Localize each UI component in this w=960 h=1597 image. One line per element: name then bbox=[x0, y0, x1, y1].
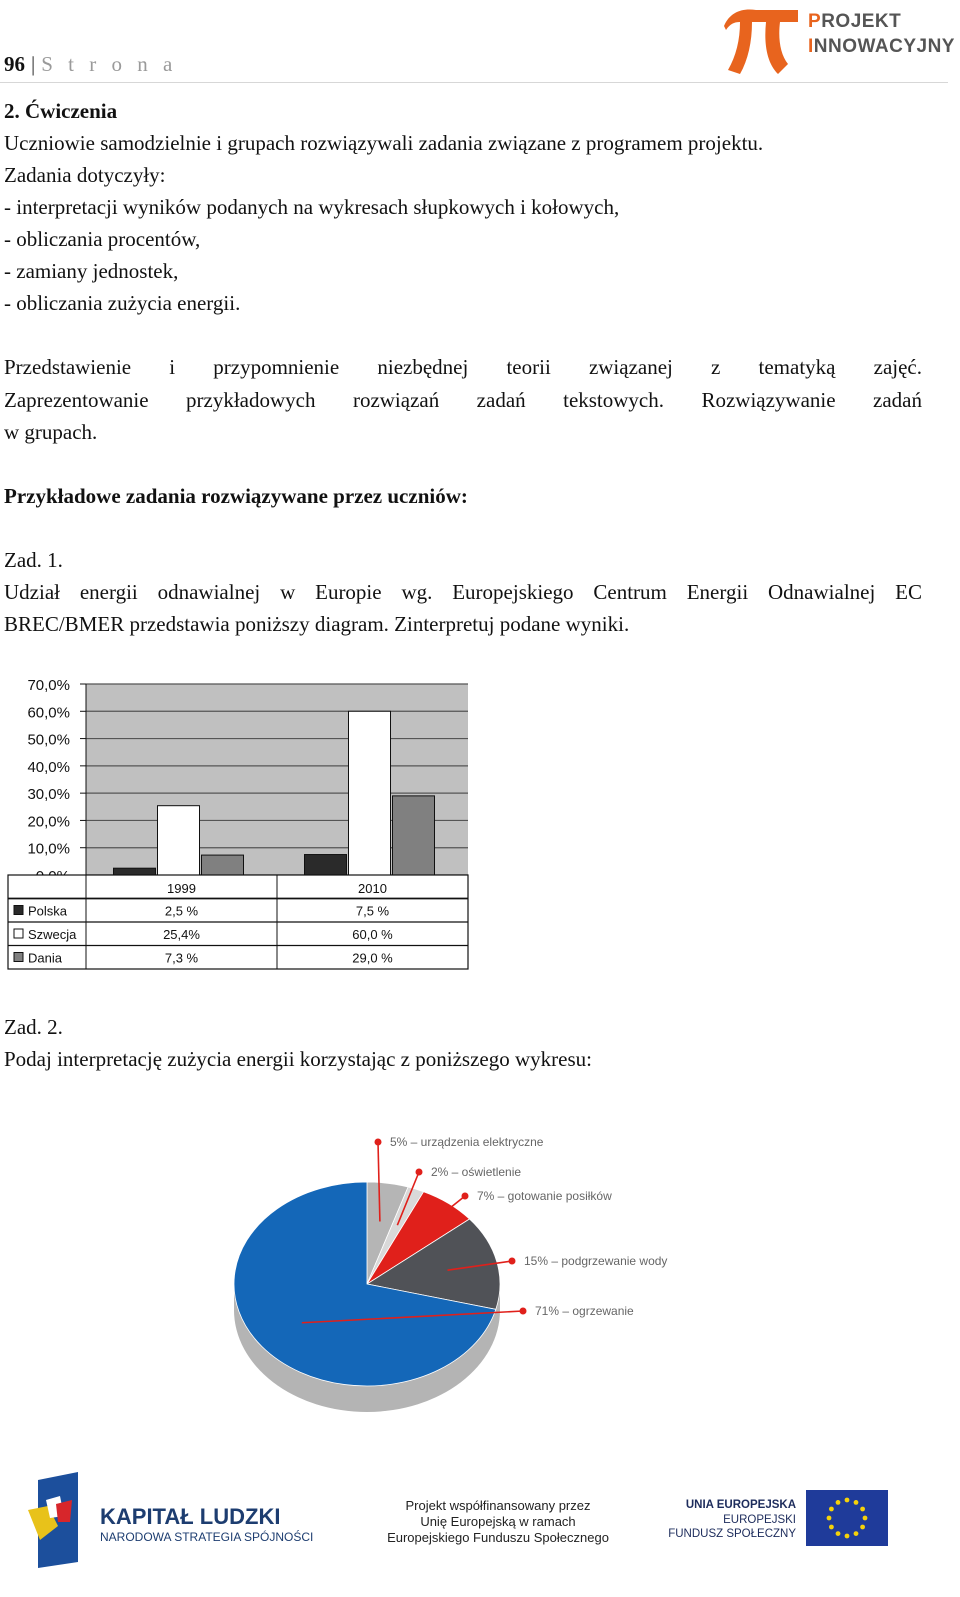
cofinanced-line: Projekt współfinansowany przez bbox=[405, 1498, 591, 1513]
kapital-ludzki-logo bbox=[28, 1472, 313, 1568]
list-item: - obliczania procentów, bbox=[4, 227, 201, 251]
y-tick-label: 20,0% bbox=[27, 813, 70, 831]
task1-text-line: BREC/BMER przedstawia poniższy diagram. Zinterpretuj podane wyniki. bbox=[4, 612, 630, 636]
task2-label: Zad. 2. bbox=[4, 1015, 63, 1039]
logo-wordmark bbox=[808, 9, 955, 59]
kl-subtitle: NARODOWA STRATEGIA SPÓJNOŚCI bbox=[100, 1530, 314, 1544]
legend-swatch bbox=[14, 929, 23, 938]
logo-word-projekt: ROJEKT bbox=[821, 11, 902, 32]
paragraph-line: w grupach. bbox=[4, 420, 98, 444]
slice-label: 15% – podgrzewanie wody bbox=[524, 1254, 668, 1268]
cofinanced-line: Europejskiego Funduszu Społecznego bbox=[387, 1530, 609, 1545]
kl-title: KAPITAŁ LUDZKI bbox=[100, 1504, 281, 1529]
eu-star-icon bbox=[829, 1525, 834, 1530]
header-divider bbox=[0, 82, 948, 83]
bar-dania-2010 bbox=[393, 796, 435, 875]
logo-letter-i: I bbox=[808, 36, 814, 57]
bar-chart bbox=[0, 672, 480, 978]
bar-dania-1999 bbox=[202, 855, 244, 875]
eu-star-icon bbox=[845, 1534, 850, 1539]
y-tick-label: 50,0% bbox=[27, 731, 70, 749]
pi-logo-icon bbox=[720, 4, 800, 76]
y-tick-label: 60,0% bbox=[27, 704, 70, 722]
section-title: 2. Ćwiczenia bbox=[4, 99, 118, 123]
slice-label: 7% – gotowanie posiłków bbox=[477, 1189, 612, 1203]
eu-star-icon bbox=[854, 1531, 859, 1536]
examples-heading: Przykładowe zadania rozwiązywane przez uczniów: bbox=[4, 484, 468, 508]
eu-star-icon bbox=[836, 1531, 841, 1536]
footer-logos bbox=[0, 1470, 960, 1580]
data-label: 7,5 % bbox=[355, 903, 390, 919]
data-label: 60,0 % bbox=[352, 927, 393, 942]
page-number-value: 96 bbox=[4, 52, 25, 76]
callout-dot bbox=[416, 1169, 423, 1176]
cofinanced-line: Unię Europejską w ramach bbox=[420, 1514, 576, 1529]
list-item: - obliczania zużycia energii. bbox=[4, 291, 241, 315]
list-item: - zamiany jednostek, bbox=[4, 259, 179, 283]
page-number-separator: | bbox=[31, 52, 36, 76]
task2-text: Podaj interpretację zużycia energii korzystając z poniższego wykresu: bbox=[4, 1047, 592, 1071]
y-tick-label: 10,0% bbox=[27, 840, 70, 858]
list-title: Zadania dotyczyły: bbox=[4, 163, 166, 187]
legend-label: Szwecja bbox=[28, 927, 77, 942]
list-item: - interpretacji wyników podanych na wykresach słupkowych i kołowych, bbox=[4, 195, 620, 219]
data-label: 29,0 % bbox=[352, 950, 393, 966]
paragraph-line: Przedstawienie i przypomnienie niezbędnej teorii związanej z tematyką zajęć. bbox=[4, 355, 922, 379]
y-tick-label: 70,0% bbox=[27, 677, 70, 694]
eu-logo bbox=[668, 1490, 888, 1546]
bar-szwecja-2010 bbox=[349, 711, 391, 875]
eu-line: FUNDUSZ SPOŁECZNY bbox=[668, 1528, 796, 1540]
eu-line: UNIA EUROPEJSKA bbox=[685, 1499, 796, 1511]
bar-szwecja-1999 bbox=[158, 806, 200, 875]
eu-star-icon bbox=[827, 1516, 832, 1521]
bar-polska-1999 bbox=[114, 868, 156, 875]
callout-dot bbox=[520, 1308, 527, 1315]
eu-star-icon bbox=[829, 1507, 834, 1512]
data-label: 25,4% bbox=[163, 927, 200, 942]
data-label: 7,3 % bbox=[164, 950, 199, 966]
pie-chart bbox=[220, 1128, 720, 1418]
eu-star-icon bbox=[854, 1500, 859, 1505]
eu-star-icon bbox=[860, 1525, 865, 1530]
eu-star-icon bbox=[860, 1507, 865, 1512]
callout-dot bbox=[509, 1258, 516, 1265]
logo-letter-p: P bbox=[808, 11, 822, 32]
slice-label: 2% – oświetlenie bbox=[431, 1165, 522, 1179]
section-intro: Uczniowie samodzielnie i grupach rozwiązywali zadania związane z programem projektu. bbox=[4, 131, 764, 155]
legend-swatch bbox=[14, 953, 23, 962]
task1-label: Zad. 1. bbox=[4, 548, 63, 572]
category-label: 1999 bbox=[167, 881, 196, 896]
y-tick-label: 30,0% bbox=[27, 786, 70, 804]
legend-label: Polska bbox=[28, 903, 68, 919]
slice-label: 71% – ogrzewanie bbox=[535, 1304, 634, 1318]
legend-swatch bbox=[14, 906, 23, 915]
task1-text-line: Udział energii odnawialnej w Europie wg. Europejskiego Centrum Energii Odnawialnej EC bbox=[4, 580, 922, 604]
legend-label: Dania bbox=[28, 950, 62, 966]
callout-dot bbox=[462, 1193, 469, 1200]
page-label: S t r o n a bbox=[41, 52, 178, 76]
eu-line: EUROPEJSKI bbox=[723, 1514, 796, 1526]
cofinanced-note bbox=[387, 1498, 609, 1545]
slice-label: 5% – urządzenia elektryczne bbox=[390, 1135, 544, 1149]
eu-star-icon bbox=[863, 1516, 868, 1521]
callout-dot bbox=[375, 1139, 382, 1146]
page-number bbox=[4, 52, 177, 77]
category-label: 2010 bbox=[358, 881, 387, 896]
data-label: 2,5 % bbox=[164, 903, 199, 919]
y-tick-label: 40,0% bbox=[27, 758, 70, 776]
paragraph-line: Zaprezentowanie przykładowych rozwiązań zadań tekstowych. Rozwiązywanie zadań bbox=[4, 388, 922, 412]
eu-star-icon bbox=[845, 1498, 850, 1503]
eu-star-icon bbox=[836, 1500, 841, 1505]
logo-word-innowacyjny: NNOWACYJNY bbox=[813, 36, 955, 57]
bar-polska-2010 bbox=[305, 855, 347, 875]
